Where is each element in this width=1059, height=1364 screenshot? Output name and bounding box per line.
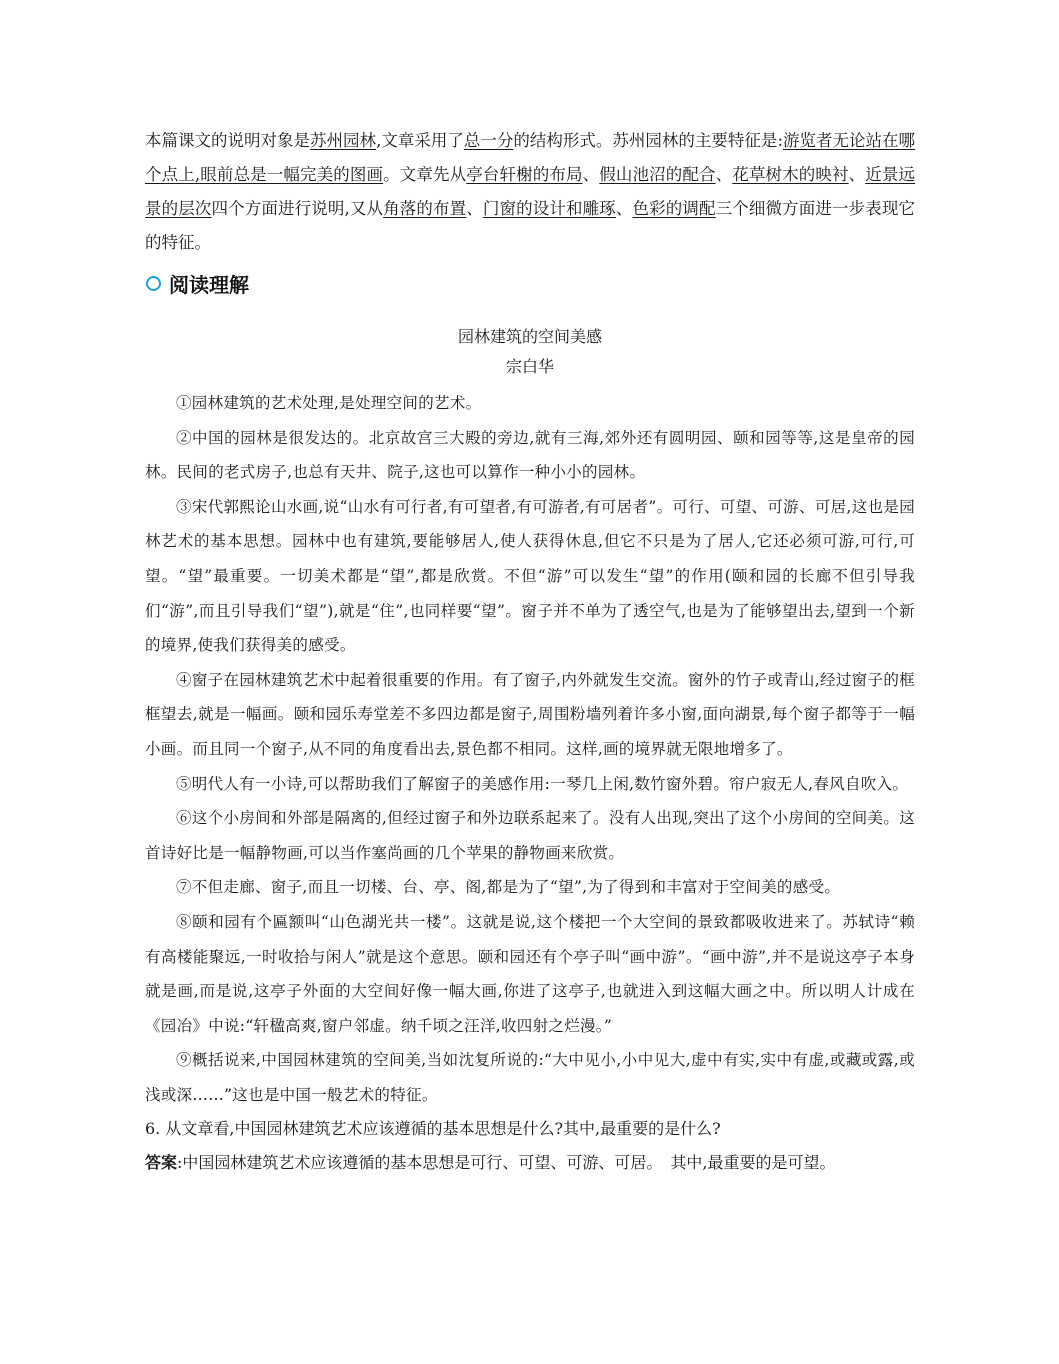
intro-text-segment: 、 bbox=[715, 165, 733, 184]
article-paragraph-4: ④窗子在园林建筑艺术中起着很重要的作用。有了窗子,内外就发生交流。窗外的竹子或青山,经过窗子的框框望去,就是一幅画。颐和园乐寿堂差不多四边都是窗子,周围粉墙列着许多小窗,面向湖景,每个窗子都等于一幅小画。而且同一个窗子,从不同的角度看出去,景色都不相同。这样,画的境界就无限地增多了。 bbox=[145, 670, 915, 758]
article-paragraph-3: ③宋代郭熙论山水画,说“山水有可行者,有可望者,有可游者,有可居者”。可行、可望、可游、可居,这也是园林艺术的基本思想。园林中也有建筑,要能够居人,使人获得休息,但它不只是为了居人,它还必须可游,可行,可望。“望”最重要。一切美术都是“望”,都是欣赏。不但“游”可以发生“望”的作用(颐和园的长廊不但引导我们“游”,而且引导我们“望”),就是“住”,也同样要“望”。窗子并不单为了透空气,也是为了能够望出去,望到一个新的境界,使我们获得美的感受。 bbox=[145, 497, 915, 655]
intro-text-segment: 本篇课文的说明对象是 bbox=[145, 131, 311, 150]
section-title: 阅读理解 bbox=[169, 272, 249, 297]
intro-text-segment: 、 bbox=[615, 199, 633, 218]
intro-text-segment: 的结构形式。苏州园林的主要特征是: bbox=[513, 131, 783, 150]
answer-label: 答案 bbox=[145, 1153, 178, 1173]
underlined-key-phrase: 游览者无论站在哪个点上,眼前总是一幅完美的图画 bbox=[145, 131, 916, 184]
article-paragraph-5: ⑤明代人有一小诗,可以帮助我们了解窗子的美感作用:一琴几上闲,数竹窗外碧。帘户寂无人,春风自吹入。 bbox=[176, 774, 909, 793]
intro-text-segment: 、 bbox=[582, 165, 600, 184]
intro-text-segment: 四个方面进行说明,又从 bbox=[211, 199, 384, 218]
underlined-key-phrase: 假山池沼的配合 bbox=[599, 165, 716, 184]
article-title: 园林建筑的空间美感 bbox=[457, 327, 602, 346]
intro-text-segment: 三个细微方面进一步表现它的特征。 bbox=[145, 199, 915, 252]
intro-text-segment: ,文章采用了 bbox=[376, 131, 464, 150]
underlined-key-phrase: 总一分 bbox=[463, 131, 514, 150]
underlined-key-phrase: 门窗的设计和雕琢 bbox=[482, 199, 616, 218]
underlined-key-phrase: 色彩的调配 bbox=[632, 199, 716, 218]
underlined-key-phrase: 近景远景的层次 bbox=[145, 165, 915, 218]
article-paragraph-7: ⑦不但走廊、窗子,而且一切楼、台、亭、阁,都是为了“望”,为了得到和丰富对于空间美的感受。 bbox=[176, 878, 841, 897]
underlined-key-phrase: 亭台轩榭的布局 bbox=[466, 165, 583, 184]
section-header bbox=[145, 264, 915, 302]
circle-icon bbox=[146, 276, 161, 291]
answer-text: :中国园林建筑艺术应该遵循的基本思想是可行、可望、可游、可居。 其中,最重要的是可望。 bbox=[177, 1153, 836, 1173]
article-paragraph-1: ①园林建筑的艺术处理,是处理空间的艺术。 bbox=[176, 394, 482, 412]
intro-text-segment: 、 bbox=[848, 165, 866, 184]
underlined-key-phrase: 花草树木的映衬 bbox=[732, 165, 849, 184]
article-paragraph-6: ⑥这个小房间和外部是隔离的,但经过窗子和外边联系起来了。没有人出现,突出了这个小房间的空间美。这首诗好比是一幅静物画,可以当作塞尚画的几个苹果的静物画来欣赏。 bbox=[145, 809, 915, 862]
underlined-key-phrase: 苏州园林 bbox=[310, 131, 377, 150]
article-paragraph-2: ②中国的园林是很发达的。北京故宫三大殿的旁边,就有三海,郊外还有圆明园、颐和园等等,这是皇帝的园林。民间的老式房子,也总有天井、院子,这也可以算作一种小小的园林。 bbox=[145, 428, 915, 482]
answer bbox=[145, 1146, 915, 1180]
intro-text-segment: 。文章先从 bbox=[383, 165, 467, 184]
article-author: 宗白华 bbox=[505, 357, 554, 376]
page-content bbox=[145, 124, 915, 1180]
question-text: 6. 从文章看,中国园林建筑艺术应该遵循的基本思想是什么?其中,最重要的是什么? bbox=[145, 1119, 721, 1139]
intro-text-segment: 、 bbox=[466, 199, 483, 218]
article-paragraph-8: ⑧颐和园有个匾额叫“山色湖光共一楼”。这就是说,这个楼把一个大空间的景致都吸收进来了。苏轼诗“赖有高楼能聚远,一时收拾与闲人”就是这个意思。颐和园还有个亭子叫“画中游”。“画中游”,并不是说这亭子本身就是画,而是说,这亭子外面的大空间好像一幅大画,你进了这亭子,也就进入到这幅大画之中。所以明人计成在《园冶》中说:“轩楹高爽,窗户邻虚。纳千顷之汪洋,收四射之烂漫。” bbox=[145, 912, 915, 1035]
article-paragraph-9: ⑨概括说来,中国园林建筑的空间美,当如沈复所说的:“大中见小,小中见大,虚中有实,实中有虚,或藏或露,或浅或深……”这也是中国一般艺术的特征。 bbox=[145, 1051, 915, 1104]
underlined-key-phrase: 角落的布置 bbox=[383, 199, 467, 218]
intro-paragraph bbox=[145, 124, 915, 260]
